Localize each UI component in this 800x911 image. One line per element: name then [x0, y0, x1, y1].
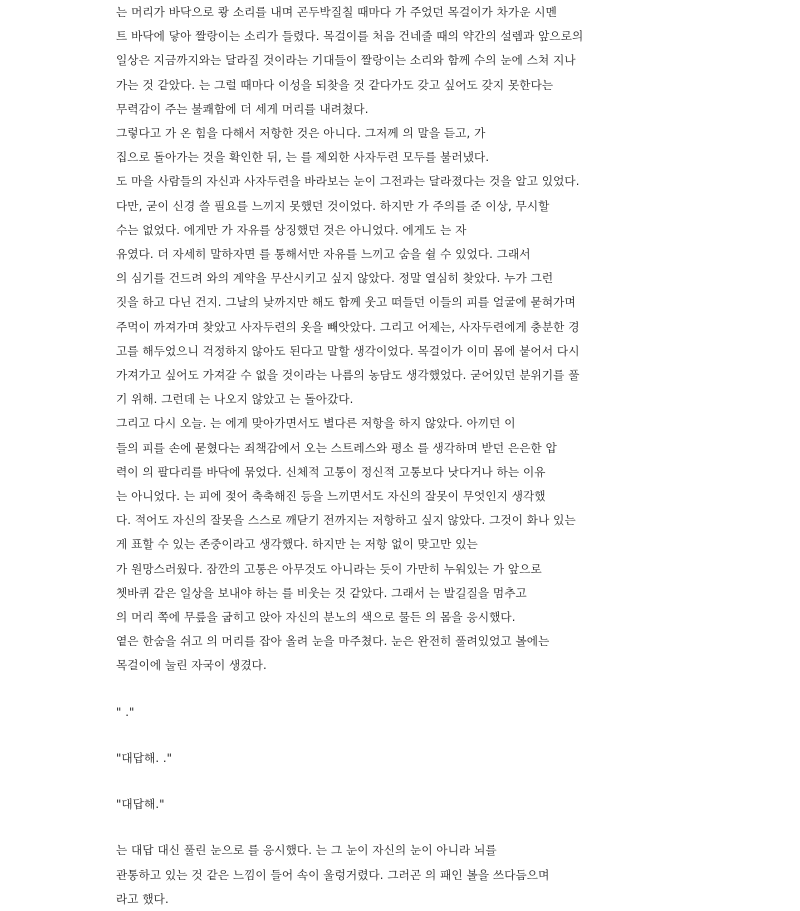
- text-line: 트 바닥에 닿아 짤랑이는 소리가 들렸다. 목걸이를 처음 건네줄 때의 약간의 설렘과 앞으로의: [116, 29, 584, 44]
- text-line: 그리고 다시 오늘. 는 에게 맞아가면서도 별다른 저항을 하지 않았다. 아끼던 이: [116, 416, 516, 431]
- paragraph-gap: [116, 816, 696, 838]
- text-line: 일상은 지금까지와는 달라질 것이라는 기대들이 짤랑이는 소리와 함께 수의 눈에 스쳐 지나: [116, 53, 576, 68]
- text-line: 는 아니었다. 는 피에 젖어 축축해진 등을 느끼면서도 자신의 잘못이 무엇인지 생각했: [116, 489, 546, 504]
- dialogue-line: "대답해.": [116, 797, 165, 812]
- text-line: 짓을 하고 다닌 건지. 그날의 낮까지만 해도 함께 웃고 떠들던 이들의 피를 얼굴에 묻혀가며: [116, 295, 576, 310]
- text-line: 주먹이 까져가며 찾았고 사자두련의 옷을 빼앗았다. 그리고 어제는, 사자두련에게 충분한 경: [116, 319, 580, 334]
- text-line: 고를 해두었으니 걱정하지 않아도 된다고 말할 생각이었다. 목걸이가 이미 몸에 붙어서 다시: [116, 343, 580, 358]
- text-line: 가져가고 싶어도 가져갈 수 없을 것이라는 나름의 농담도 생각했었다. 굳어있던 분위기를 풀: [116, 368, 580, 383]
- text-line: 목걸이에 눌린 자국이 생겼다.: [116, 658, 267, 673]
- text-line: 가 원망스러웠다. 잠깐의 고통은 아무것도 아니라는 듯이 가만히 누워있는 가 앞으로: [116, 561, 542, 576]
- text-line: 라고 했다.: [116, 891, 169, 906]
- text-line: 는 대답 대신 풀린 눈으로 를 응시했다. 는 그 눈이 자신의 눈이 아니라 뇌를: [116, 843, 497, 858]
- paragraph-gap: [116, 724, 696, 746]
- text-line: 그렇다고 가 온 힘을 다해서 저항한 것은 아니다. 그저께 의 말을 듣고, 가: [116, 126, 486, 141]
- text-line: 수는 없었다. 에게만 가 자유를 상징했던 것은 아니었다. 에게도 는 자: [116, 222, 467, 237]
- text-line: 무력감이 주는 불쾌함에 더 세게 머리를 내려쳤다.: [116, 101, 369, 116]
- text-line: 옅은 한숨을 쉬고 의 머리를 잡아 올려 눈을 마주쳤다. 눈은 완전히 풀려있었고 볼에는: [116, 634, 550, 649]
- text-line: 관통하고 있는 것 같은 느낌이 들어 속이 울렁거렸다. 그러곤 의 패인 볼을 쓰다듬으며: [116, 867, 550, 882]
- text-line: 다만, 굳이 신경 쓸 필요를 느끼지 못했던 것이었다. 하지만 가 주의를 준 이상, 무시할: [116, 198, 550, 213]
- text-line: 다. 적어도 자신의 잘못을 스스로 깨닫기 전까지는 저항하고 싶지 않았다. 그것이 화나 있는: [116, 513, 576, 528]
- text-line: 유였다. 더 자세히 말하자면 를 통해서만 자유를 느끼고 숨을 쉴 수 있었다. 그래서: [116, 247, 531, 262]
- text-line: 집으로 돌아가는 것을 확인한 뒤, 는 를 제외한 사자두련 모두를 불러냈다.: [116, 150, 490, 165]
- paragraph-gap: [116, 770, 696, 792]
- text-line: 쳇바퀴 같은 일상을 보내야 하는 를 비웃는 것 같았다. 그래서 는 발길질을 멈추고: [116, 585, 527, 600]
- dialogue-line: "대답해. .": [116, 750, 173, 765]
- text-line: 력이 의 팔다리를 바닥에 묶었다. 신체적 고통이 정신적 고통보다 낫다거나 하는 이유: [116, 464, 546, 479]
- text-line: 도 마을 사람들의 자신과 사자두련을 바라보는 눈이 그전과는 달라졌다는 것을 알고 있었다.: [116, 174, 580, 189]
- text-line: 게 표할 수 있는 존중이라고 생각했다. 하지만 는 저항 없이 맞고만 있는: [116, 537, 478, 552]
- document-body: [116, 0, 696, 911]
- text-line: 는 머리가 바닥으로 쾅 소리를 내며 곤두박질칠 때마다 가 주었던 목걸이가 차가운 시멘: [116, 5, 557, 19]
- text-line: 기 위해. 그런데 는 나오지 않았고 는 돌아갔다.: [116, 392, 354, 407]
- dialogue-line: " .": [116, 704, 135, 719]
- paragraph-gap: [116, 678, 696, 700]
- text-line: 의 머리 쪽에 무릎을 굽히고 앉아 자신의 분노의 색으로 물든 의 몸을 응시했다.: [116, 610, 516, 625]
- text-line: 의 심기를 건드려 와의 계약을 무산시키고 싶지 않았다. 정말 열심히 찾았다. 누가 그런: [116, 271, 554, 286]
- text-line: 가는 것 같았다. 는 그럴 때마다 이성을 되찾을 것 같다가도 갖고 싶어도 갖지 못한다는: [116, 77, 554, 92]
- text-line: 들의 피를 손에 묻혔다는 죄책감에서 오는 스트레스와 평소 를 생각하며 받던 은은한 압: [116, 440, 557, 455]
